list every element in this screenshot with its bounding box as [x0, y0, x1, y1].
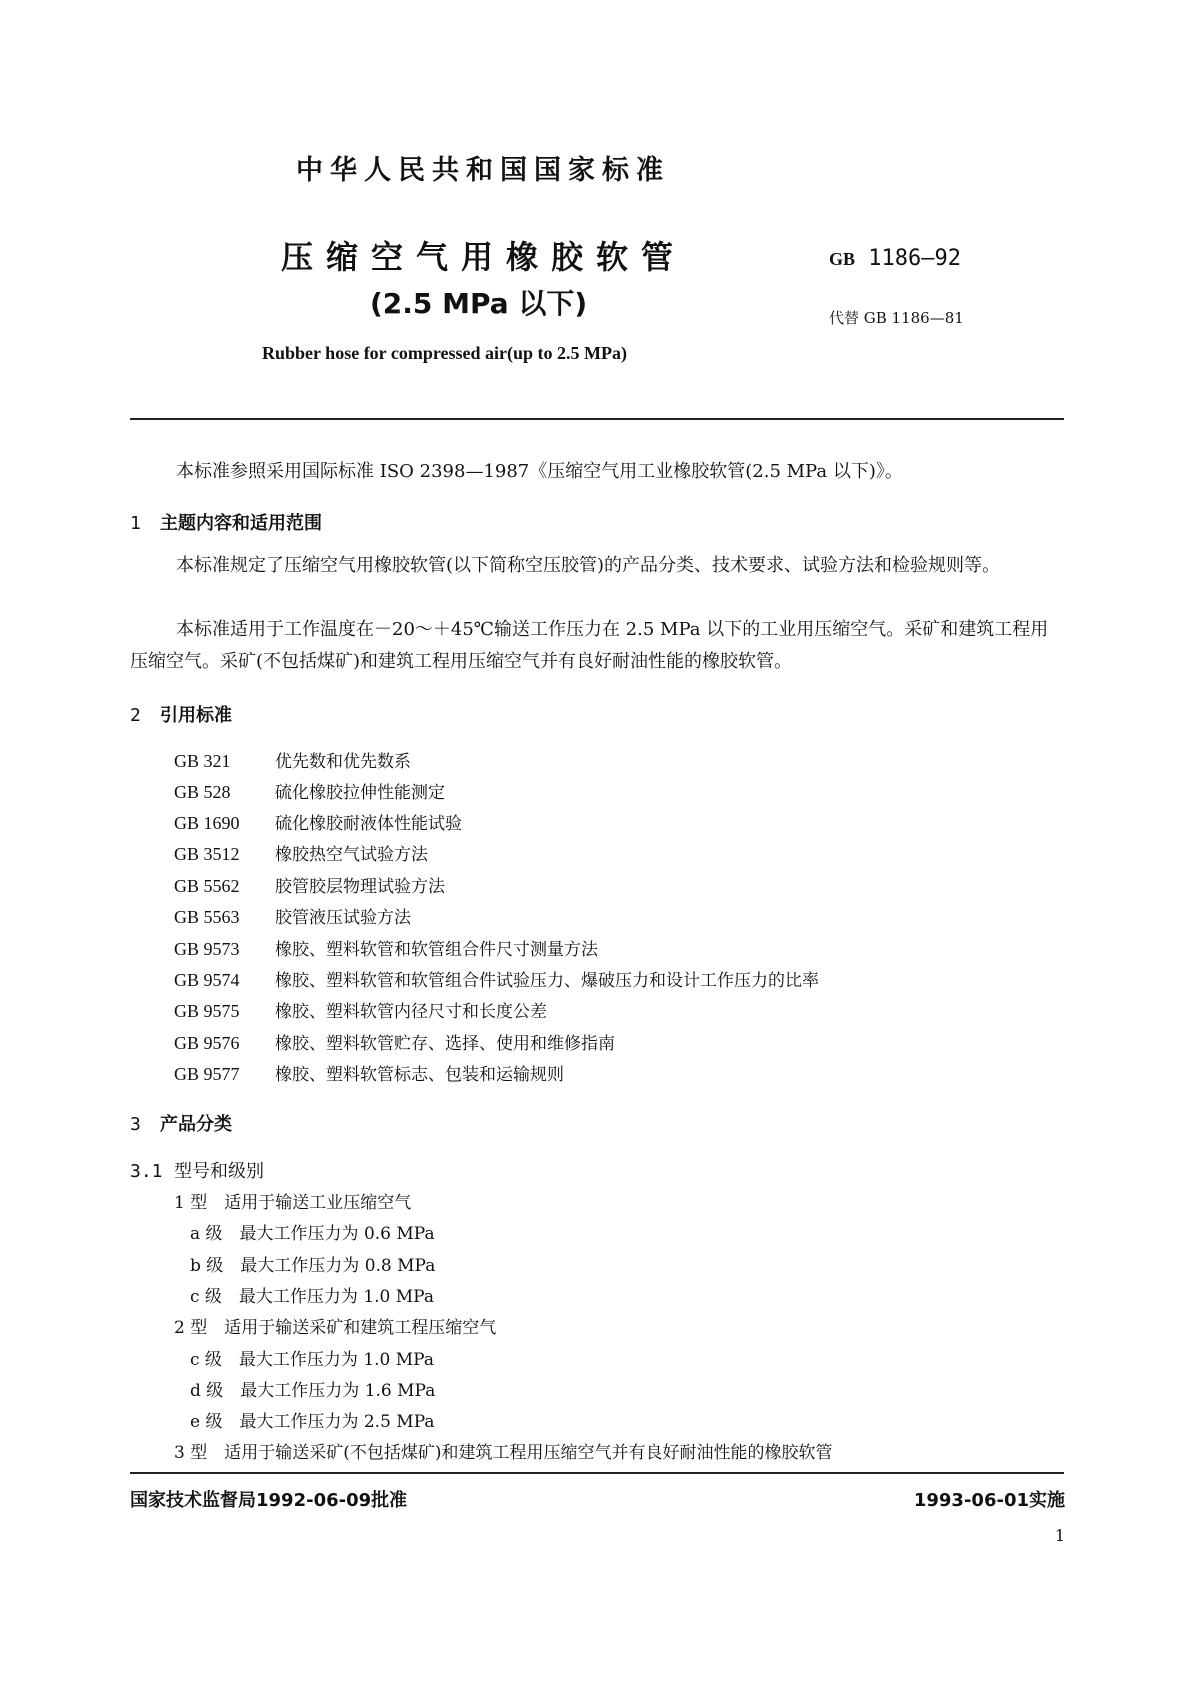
document-subtitle: (2.5 MPa 以下): [370, 287, 588, 320]
section-1-paragraph-1: 本标准规定了压缩空气用橡胶软管(以下简称空压胶管)的产品分类、技术要求、试验方法和检验规则等。: [176, 555, 1001, 576]
grade-item: c 级 最大工作压力为 1.0 MPa: [190, 1350, 434, 1370]
reference-item: GB 9576 橡胶、塑料软管贮存、选择、使用和维修指南: [174, 1033, 615, 1054]
reference-item: GB 1690 硫化橡胶耐液体性能试验: [174, 813, 462, 834]
reference-item: GB 9573 橡胶、塑料软管和软管组合件尺寸测量方法: [174, 939, 598, 960]
grade-item: e 级 最大工作压力为 2.5 MPa: [190, 1412, 435, 1432]
reference-item: GB 9574 橡胶、塑料软管和软管组合件试验压力、爆破压力和设计工作压力的比率: [174, 970, 819, 991]
document-title: 压缩空气用橡胶软管: [281, 238, 687, 276]
footer-divider: [130, 1472, 1064, 1474]
reference-item: GB 9575 橡胶、塑料软管内径尺寸和长度公差: [174, 1001, 547, 1022]
section-1-heading: 1 主题内容和适用范围: [130, 513, 322, 534]
approval-date: 国家技术监督局1992-06-09批准: [130, 1490, 408, 1511]
reference-item: GB 9577 橡胶、塑料软管标志、包装和运输规则: [174, 1064, 564, 1085]
grade-item: a 级 最大工作压力为 0.6 MPa: [190, 1224, 435, 1244]
english-title: Rubber hose for compressed air(up to 2.5 MPa): [262, 343, 627, 363]
gb-number: 1186—92: [868, 246, 961, 271]
standard-number: [829, 246, 961, 271]
replaces-standard: 代替 GB 1186—81: [829, 309, 964, 327]
reference-item: GB 3512 橡胶热空气试验方法: [174, 844, 428, 865]
reference-item: GB 5563 胶管液压试验方法: [174, 907, 411, 928]
type-3-description: 3 型 适用于输送采矿(不包括煤矿)和建筑工程用压缩空气并有良好耐油性能的橡胶软管: [174, 1443, 833, 1463]
type-2-description: 2 型 适用于输送采矿和建筑工程压缩空气: [174, 1318, 497, 1338]
page-number: 1: [1054, 1526, 1065, 1545]
reference-item: GB 321 优先数和优先数系: [174, 751, 411, 772]
reference-item: GB 528 硫化橡胶拉伸性能测定: [174, 782, 445, 803]
effective-date: 1993-06-01实施: [913, 1490, 1065, 1511]
reference-item: GB 5562 胶管胶层物理试验方法: [174, 876, 445, 897]
national-standard-heading: 中华人民共和国国家标准: [296, 155, 670, 186]
grade-item: d 级 最大工作压力为 1.6 MPa: [190, 1381, 436, 1401]
grade-item: c 级 最大工作压力为 1.0 MPa: [190, 1287, 434, 1307]
gb-prefix: GB: [829, 249, 856, 269]
section-3-heading: 3 产品分类: [130, 1114, 232, 1135]
section-2-heading: 2 引用标准: [130, 705, 232, 726]
section-1-paragraph-2: 本标准适用于工作温度在－20～＋45℃输送工作压力在 2.5 MPa 以下的工业用压缩空气。采矿和建筑工程用压缩空气。采矿(不包括煤矿)和建筑工程用压缩空气并有良好耐油性能的橡胶软管。: [130, 619, 1049, 672]
intro-paragraph: 本标准参照采用国际标准 ISO 2398—1987《压缩空气用工业橡胶软管(2.5 MPa 以下)》。: [176, 461, 903, 482]
grade-item: b 级 最大工作压力为 0.8 MPa: [190, 1256, 436, 1276]
subsection-3-1-heading: 3.1 型号和级别: [130, 1161, 264, 1182]
header-divider: [130, 418, 1064, 420]
type-1-description: 1 型 适用于输送工业压缩空气: [174, 1193, 412, 1213]
